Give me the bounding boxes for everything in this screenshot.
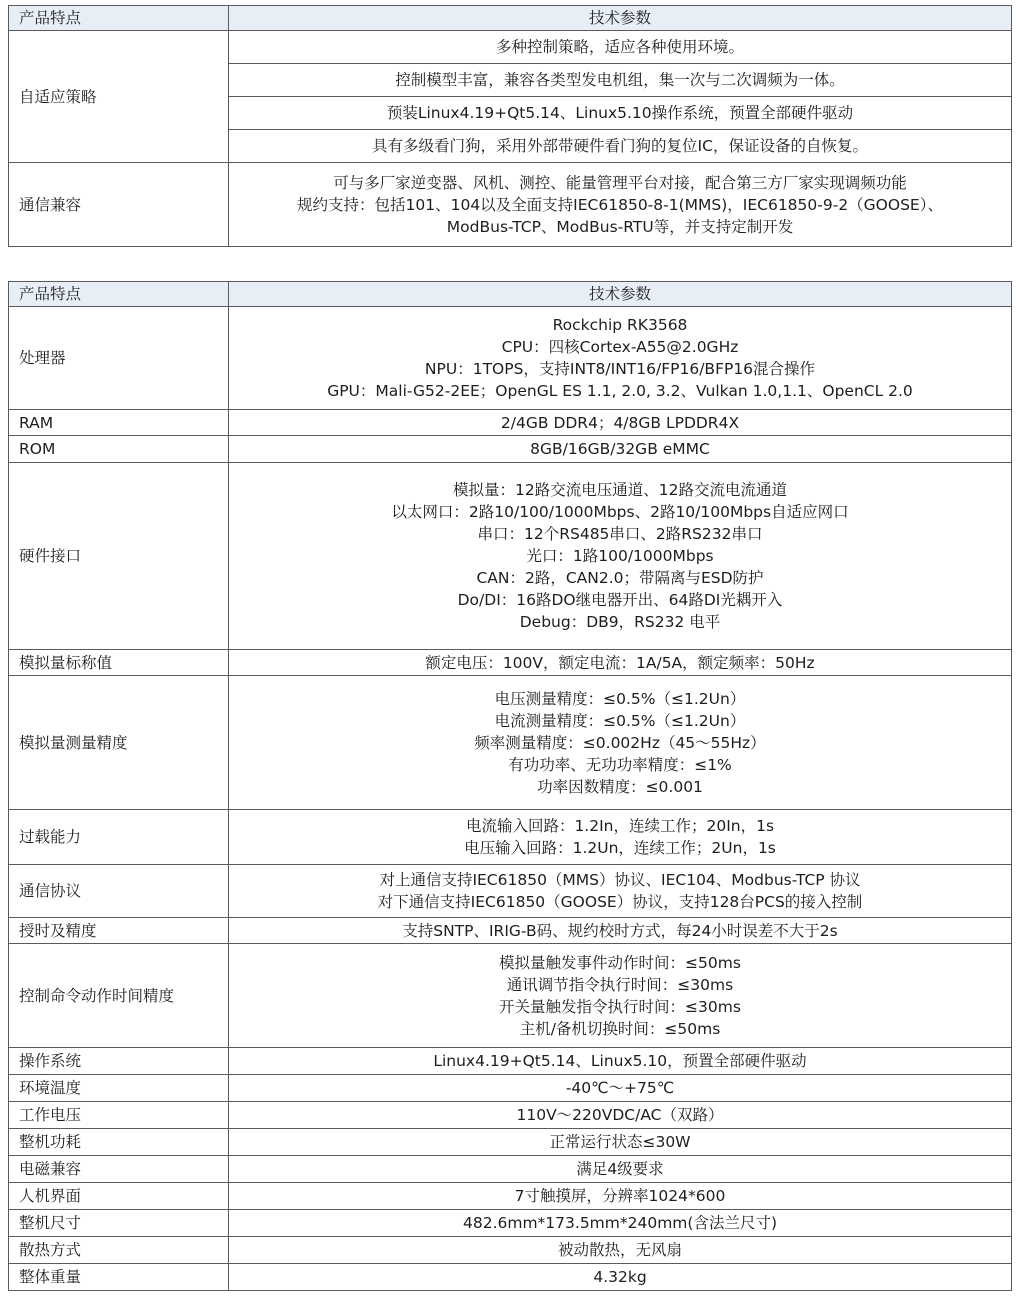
- param-line: 电流测量精度：≤0.5%（≤1.2Un）: [494, 711, 746, 730]
- feature-cell: 模拟量测量精度: [9, 676, 229, 810]
- feature-cell: 整机功耗: [9, 1129, 229, 1156]
- param-line: 对上通信支持IEC61850（MMS）协议、IEC104、Modbus-TCP 协议: [379, 871, 861, 889]
- param-cell: [229, 1156, 1012, 1183]
- param-cell: [229, 307, 1012, 410]
- table-row: [9, 1264, 1012, 1291]
- param-line: ModBus-TCP、ModBus-RTU等，并支持定制开发: [446, 217, 794, 236]
- param-cell: [229, 650, 1012, 676]
- param-line: 电压测量精度：≤0.5%（≤1.2Un）: [494, 689, 746, 708]
- feature-cell: 工作电压: [9, 1102, 229, 1129]
- param-line: CPU：四核Cortex-A55@2.0GHz: [501, 338, 739, 356]
- param-line: 额定电压：100V，额定电流：1A/5A，额定频率：50Hz: [425, 653, 815, 672]
- feature-cell: 散热方式: [9, 1237, 229, 1264]
- table-row: [9, 650, 1012, 676]
- param-line: 主机/备机切换时间：≤50ms: [519, 1019, 721, 1038]
- table-row: [9, 436, 1012, 463]
- param-line: 4.32kg: [593, 1268, 647, 1286]
- param-line: Linux4.19+Qt5.14、Linux5.10，预置全部硬件驱动: [433, 1052, 807, 1070]
- param-line: 串口：12个RS485串口、2路RS232串口: [477, 525, 763, 543]
- table-row: [9, 31, 1012, 64]
- feature-cell: 过载能力: [9, 810, 229, 865]
- param-cell: [229, 1264, 1012, 1291]
- param-cell: [229, 436, 1012, 463]
- param-cell: [229, 676, 1012, 810]
- param-line: CAN：2路，CAN2.0；带隔离与ESD防护: [476, 569, 764, 587]
- feature-cell: 整体重量: [9, 1264, 229, 1291]
- param-line: 482.6mm*173.5mm*240mm(含法兰尺寸): [462, 1214, 778, 1232]
- table-row: [9, 918, 1012, 944]
- feature-cell: RAM: [9, 410, 229, 436]
- param-line: 电压输入回路：1.2Un，连续工作；2Un，1s: [464, 839, 776, 857]
- table-row: [9, 463, 1012, 650]
- param-line: NPU：1TOPS，支持INT8/INT16/FP16/BFP16混合操作: [424, 360, 816, 378]
- param-cell: [229, 1210, 1012, 1237]
- param-cell: [229, 1183, 1012, 1210]
- param-line: 对下通信支持IEC61850（GOOSE）协议，支持128台PCS的接入控制: [377, 893, 863, 911]
- table-header-row: [9, 6, 1012, 31]
- param-line: -40℃～+75℃: [565, 1079, 675, 1097]
- param-line: 功率因数精度：≤0.001: [537, 777, 703, 796]
- table-row: [9, 307, 1012, 410]
- feature-cell: 处理器: [9, 307, 229, 410]
- table-row: [9, 1183, 1012, 1210]
- param-line: 2/4GB DDR4；4/8GB LPDDR4X: [500, 413, 740, 432]
- header-feature: 产品特点: [9, 6, 229, 31]
- param-line: 支持SNTP、IRIG-B码、规约校时方式，每24小时误差不大于2s: [402, 921, 838, 940]
- param-line: 控制模型丰富，兼容各类型发电机组，集一次与二次调频为一体。: [395, 71, 845, 89]
- param-cell: [229, 1048, 1012, 1075]
- table-row: [9, 865, 1012, 918]
- param-line: 开关量触发指令执行时间：≤30ms: [499, 997, 741, 1016]
- param-line: 通讯调节指令执行时间：≤30ms: [506, 975, 734, 994]
- param-cell: [229, 97, 1012, 130]
- table-row: [9, 1237, 1012, 1264]
- param-cell: [229, 918, 1012, 944]
- feature-cell: 人机界面: [9, 1183, 229, 1210]
- param-line: 预装Linux4.19+Qt5.14、Linux5.10操作系统，预置全部硬件驱动: [386, 104, 854, 122]
- param-line: 满足4级要求: [576, 1160, 664, 1178]
- table-row: [9, 163, 1012, 247]
- param-cell: [229, 64, 1012, 97]
- param-line: Do/DI：16路DO继电器开出、64路DI光耦开入: [457, 591, 783, 609]
- param-line: 110V～220VDC/AC（双路）: [516, 1106, 724, 1124]
- feature-cell: 通信协议: [9, 865, 229, 918]
- table-row: [9, 1075, 1012, 1102]
- table-row: [9, 1129, 1012, 1156]
- param-line: 正常运行状态≤30W: [549, 1133, 691, 1151]
- feature-cell: 控制命令动作时间精度: [9, 944, 229, 1048]
- param-cell: [229, 1129, 1012, 1156]
- feature-cell: 整机尺寸: [9, 1210, 229, 1237]
- param-cell: [229, 163, 1012, 247]
- param-line: 可与多厂家逆变器、风机、测控、能量管理平台对接，配合第三方厂家实现调频功能: [333, 173, 907, 192]
- param-line: Rockchip RK3568: [552, 316, 688, 334]
- table-header-row: [9, 282, 1012, 307]
- param-line: 有功功率、无功功率精度：≤1%: [508, 755, 732, 774]
- feature-cell: 操作系统: [9, 1048, 229, 1075]
- param-cell: [229, 944, 1012, 1048]
- feature-cell: 授时及精度: [9, 918, 229, 944]
- param-line: 模拟量：12路交流电压通道、12路交流电流通道: [453, 481, 787, 499]
- header-feature: 产品特点: [9, 282, 229, 307]
- table-row: [9, 676, 1012, 810]
- param-line: 具有多级看门狗，采用外部带硬件看门狗的复位IC，保证设备的自恢复。: [372, 137, 868, 155]
- feature-cell: ROM: [9, 436, 229, 463]
- param-cell: [229, 31, 1012, 64]
- table-row: [9, 410, 1012, 436]
- param-line: 7寸触摸屏，分辨率1024*600: [514, 1187, 726, 1205]
- feature-cell: 环境温度: [9, 1075, 229, 1102]
- param-line: 模拟量触发事件动作时间：≤50ms: [499, 953, 741, 972]
- param-line: 8GB/16GB/32GB eMMC: [530, 440, 710, 458]
- param-cell: [229, 1075, 1012, 1102]
- param-cell: [229, 865, 1012, 918]
- table-row: [9, 1156, 1012, 1183]
- param-line: 多种控制策略，适应各种使用环境。: [495, 38, 744, 56]
- param-cell: [229, 410, 1012, 436]
- table-row: [9, 1102, 1012, 1129]
- param-cell: [229, 810, 1012, 865]
- feature-cell: 模拟量标称值: [9, 650, 229, 676]
- param-line: 规约支持：包括101、104以及全面支持IEC61850-8-1(MMS)，IEC61850-9-2（GOOSE）、: [297, 195, 943, 214]
- param-line: 以太网口：2路10/100/1000Mbps、2路10/100Mbps自适应网口: [391, 503, 849, 521]
- table-row: [9, 1048, 1012, 1075]
- feature-cell: 硬件接口: [9, 463, 229, 650]
- table-row: [9, 810, 1012, 865]
- table-row: [9, 1210, 1012, 1237]
- param-cell: [229, 463, 1012, 650]
- param-cell: [229, 1237, 1012, 1264]
- feature-cell: 通信兼容: [9, 163, 229, 247]
- param-cell: [229, 130, 1012, 163]
- param-line: 光口：1路100/1000Mbps: [526, 547, 714, 565]
- param-line: 电流输入回路：1.2In，连续工作；20In，1s: [465, 817, 775, 835]
- table-row: [9, 944, 1012, 1048]
- param-line: Debug：DB9，RS232 电平: [519, 613, 721, 631]
- param-line: 频率测量精度：≤0.002Hz（45～55Hz）: [474, 733, 766, 752]
- hardware-spec-table: [8, 281, 1012, 1291]
- feature-cell: 自适应策略: [9, 31, 229, 163]
- param-line: GPU：Mali-G52-2EE；OpenGL ES 1.1, 2.0, 3.2、Vulkan 1.0,1.1、OpenCL 2.0: [327, 382, 913, 400]
- param-cell: [229, 1102, 1012, 1129]
- header-params: 技术参数: [229, 6, 1012, 31]
- header-params: 技术参数: [229, 282, 1012, 307]
- feature-cell: 电磁兼容: [9, 1156, 229, 1183]
- strategy-spec-table: [8, 5, 1012, 247]
- param-line: 被动散热，无风扇: [557, 1241, 682, 1259]
